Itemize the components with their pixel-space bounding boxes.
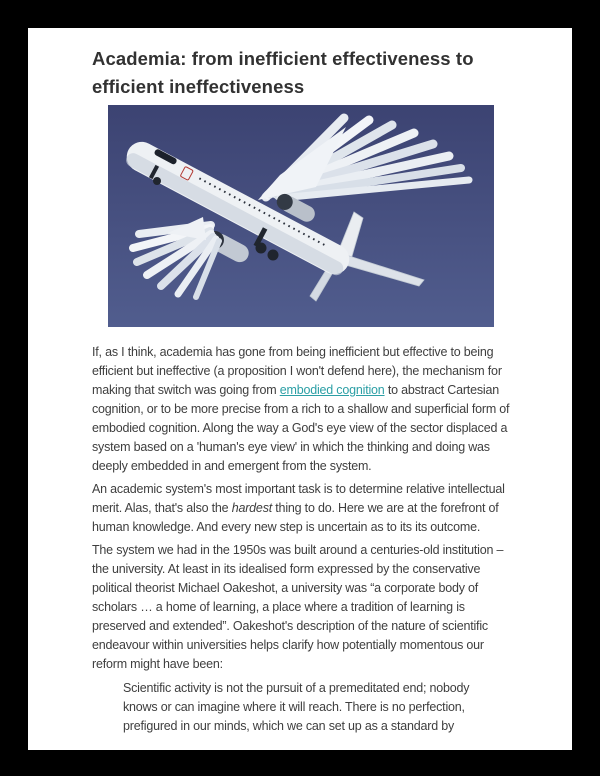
winged-airliner-illustration <box>108 105 494 327</box>
paragraph-1 <box>92 343 514 476</box>
oakeshot-blockquote: Scientific activity is not the pursuit of a premeditated end; nobody knows or can imagine where it will reach. There is no perfection, prefigured in our minds, which we can set up as a standard by <box>123 681 470 733</box>
paragraph-2 <box>92 480 514 537</box>
document-page <box>28 28 572 750</box>
paragraph-2-text-after: thing to do. Here we are at the forefront of human knowledge. And every new step is uncertain as to its its outcome. <box>92 501 499 534</box>
paragraph-1-text-after: to abstract Cartesian cognition, or to be more precise from a rich to a shallow and superficial form of embodied cognition. Along the way a God's eye view of the sector displaced a system based on a 'human's eye view' in which the thinking and doing was deeply embedded in and emergent from the system. <box>92 383 510 473</box>
paragraph-2-emphasis: hardest <box>231 501 273 515</box>
paragraph-2-text-before: An academic system's most important task is to determine relative intellectual merit. Alas, that's also the <box>92 482 505 515</box>
page-title: Academia: from inefficient effectiveness to efficient ineffectiveness <box>92 48 474 97</box>
embodied-cognition-link[interactable]: embodied cognition <box>279 383 385 397</box>
paragraph-1-text-before: If, as I think, academia has gone from being inefficient but effective to being efficient but ineffective (a proposition I won't defend here), the mechanism for making that switch was going from <box>92 345 502 397</box>
hero-image <box>108 105 494 327</box>
paragraph-3: The system we had in the 1950s was built around a centuries-old institution – the university. At least in its idealised form expressed by the conservative political theorist Michael Oakeshot, a university was “a corporate body of scholars … a home of learning, a place where a tradition of learning is preserved and extended”. Oakeshot's description of the nature of scientific endeavour within universities helps clarify how potentially momentous our reform might have been: <box>92 543 504 671</box>
